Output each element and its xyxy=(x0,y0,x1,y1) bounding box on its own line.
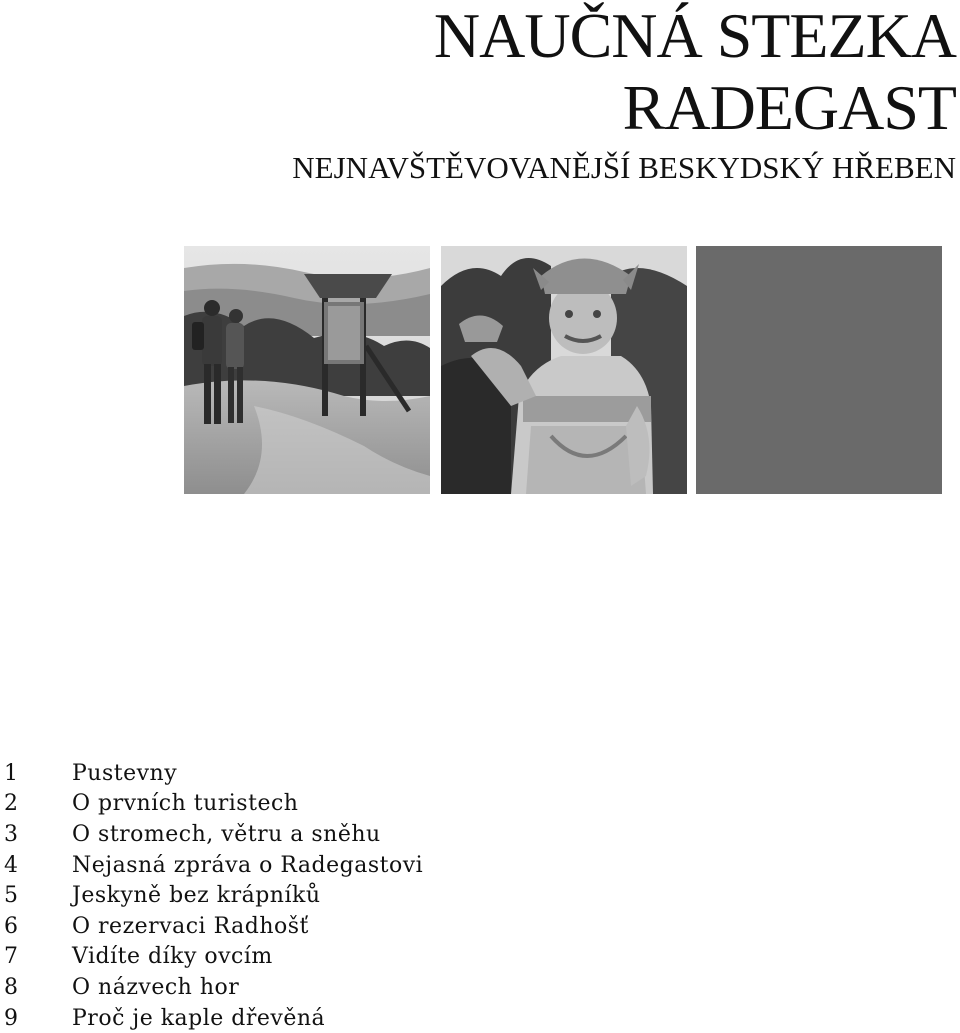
list-item xyxy=(4,850,423,881)
gray-placeholder-photo xyxy=(696,246,942,494)
title-block xyxy=(292,0,956,188)
stop-number: 4 xyxy=(4,852,19,878)
stop-number: 7 xyxy=(4,944,19,970)
stop-label: Vidíte díky ovcím xyxy=(72,944,273,970)
stop-label: O stromech, větru a sněhu xyxy=(72,821,381,847)
list-item xyxy=(4,942,423,973)
stop-label: O rezervaci Radhošť xyxy=(72,913,309,939)
stop-label: Nejasná zpráva o Radegastovi xyxy=(72,852,424,878)
page-subtitle: NEJNAVŠTĚVOVANĚJŠÍ BESKYDSKÝ HŘEBEN xyxy=(292,150,956,185)
stop-number: 1 xyxy=(4,760,19,786)
list-item xyxy=(4,972,423,1003)
list-item xyxy=(4,880,423,911)
stop-number: 2 xyxy=(4,791,19,817)
page-title-line-2: RADEGAST xyxy=(622,72,956,143)
stop-label: Jeskyně bez krápníků xyxy=(72,883,321,909)
stop-label: O názvech hor xyxy=(72,974,240,1000)
list-item xyxy=(4,789,423,820)
stop-label: O prvních turistech xyxy=(72,791,299,817)
stop-number: 9 xyxy=(4,1005,19,1031)
stop-number: 3 xyxy=(4,821,19,847)
list-item xyxy=(4,758,423,789)
list-item xyxy=(4,911,423,942)
trail-stops-list xyxy=(4,758,423,1033)
stop-label: Pustevny xyxy=(72,760,178,786)
stop-number: 5 xyxy=(4,883,19,909)
hikers-photo-icon xyxy=(184,246,430,494)
page-title-line-1: NAUČNÁ STEZKA xyxy=(433,0,956,71)
list-item xyxy=(4,819,423,850)
stop-label: Proč je kaple dřevěná xyxy=(72,1005,326,1031)
stop-number: 8 xyxy=(4,974,19,1000)
radegast-statue-photo-icon xyxy=(441,246,687,494)
list-item xyxy=(4,1003,423,1033)
stop-number: 6 xyxy=(4,913,19,939)
